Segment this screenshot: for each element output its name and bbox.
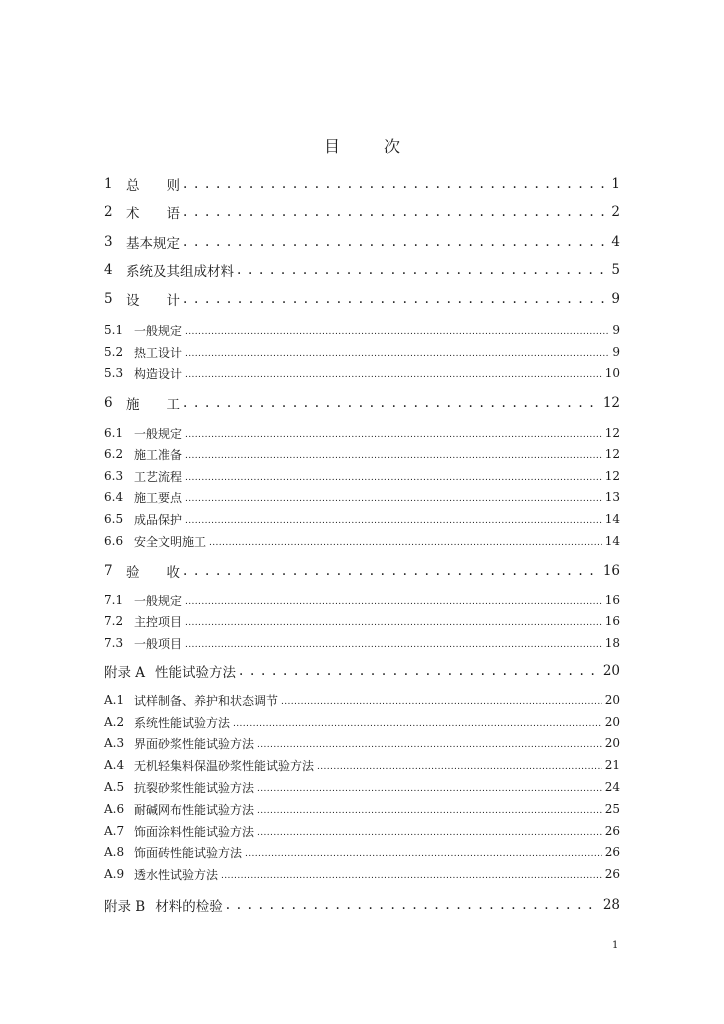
toc-leader-dots xyxy=(183,176,608,192)
toc-entry-number: A.4 xyxy=(104,758,125,772)
toc-leader-dots xyxy=(221,867,602,881)
toc-entry-label: 透水性试验方法 xyxy=(134,867,219,882)
toc-entry[interactable] xyxy=(104,777,620,797)
toc-entry-label: 一般规定 xyxy=(134,426,183,441)
toc-entry-number: A.5 xyxy=(104,780,125,794)
toc-entry-number: 5.1 xyxy=(104,323,124,337)
toc-leader-dots xyxy=(281,693,602,707)
toc-entry-label: 抗裂砂浆性能试验方法 xyxy=(134,780,255,795)
toc-entry-page: 20 xyxy=(602,663,620,679)
toc-entry[interactable] xyxy=(104,509,620,529)
toc-entry-label: 材料的检验 xyxy=(155,899,223,915)
toc-entry-page: 16 xyxy=(604,593,620,607)
toc-leader-dots xyxy=(183,234,608,250)
toc-entry-page: 12 xyxy=(602,395,620,411)
toc-entry-label: 界面砂浆性能试验方法 xyxy=(134,736,255,751)
toc-entry[interactable] xyxy=(104,487,620,507)
toc-entry-number: A.2 xyxy=(104,715,125,729)
toc-entry-label: 试样制备、养护和状态调节 xyxy=(134,693,279,708)
toc-entry-number: 7.1 xyxy=(104,593,124,607)
toc-entry[interactable] xyxy=(104,842,620,862)
toc-entry[interactable] xyxy=(104,611,620,631)
toc-entry-number: 6 xyxy=(104,395,113,411)
toc-entry-page: 9 xyxy=(612,345,620,359)
toc-entry-page: 5 xyxy=(611,262,620,278)
toc-entry-page: 16 xyxy=(604,614,620,628)
toc-entry-label: 验 收 xyxy=(126,565,180,581)
toc-entry-page: 9 xyxy=(612,323,620,337)
toc-entry-number: 2 xyxy=(104,204,113,220)
toc-leader-dots xyxy=(185,593,602,607)
toc-entry-number: 7.2 xyxy=(104,614,124,628)
toc-entry-page: 4 xyxy=(611,234,620,250)
toc-entry-label: 工艺流程 xyxy=(134,469,183,484)
toc-entry-number: 7 xyxy=(104,563,113,579)
toc-entry-page: 10 xyxy=(604,366,620,380)
toc-entry[interactable] xyxy=(104,531,620,551)
toc-entry-page: 25 xyxy=(604,802,620,816)
toc-entry-number: A.9 xyxy=(104,867,125,881)
toc-entry-page: 24 xyxy=(604,780,620,794)
toc-leader-dots xyxy=(185,512,602,526)
toc-entry-label: 主控项目 xyxy=(134,614,183,629)
toc-leader-dots xyxy=(185,469,602,483)
toc-entry[interactable] xyxy=(104,202,620,222)
toc-leader-dots xyxy=(185,345,609,359)
toc-entry-label: 术 语 xyxy=(126,206,180,222)
toc-entry-page: 26 xyxy=(604,845,620,859)
toc-entry-number: A.7 xyxy=(104,824,125,838)
toc-entry[interactable] xyxy=(104,260,620,280)
toc-entry-page: 20 xyxy=(604,736,620,750)
toc-entry[interactable] xyxy=(104,423,620,443)
toc-entry-page: 26 xyxy=(604,867,620,881)
toc-entry[interactable] xyxy=(104,561,620,581)
toc-entry-page: 18 xyxy=(604,636,620,650)
toc-entry-number: 附录 B xyxy=(104,899,146,915)
toc-entry-number: 附录 A xyxy=(104,665,146,681)
toc-entry[interactable] xyxy=(104,320,620,340)
toc-entry-page: 2 xyxy=(611,204,620,220)
toc-entry-page: 13 xyxy=(604,490,620,504)
toc-entry-label: 施 工 xyxy=(126,397,180,413)
toc-leader-dots xyxy=(257,736,602,750)
toc-entry[interactable] xyxy=(104,363,620,383)
toc-entry[interactable] xyxy=(104,661,620,681)
toc-entry-number: 6.3 xyxy=(104,469,124,483)
toc-entry[interactable] xyxy=(104,712,620,732)
toc-entry-page: 12 xyxy=(604,447,620,461)
toc-entry-number: 6.2 xyxy=(104,447,124,461)
toc-entry[interactable] xyxy=(104,895,620,915)
toc-leader-dots xyxy=(183,291,608,307)
toc-entry-page: 14 xyxy=(604,512,620,526)
toc-entry-number: 3 xyxy=(104,234,113,250)
toc-entry-page: 20 xyxy=(604,715,620,729)
toc-title: 目 次 xyxy=(323,137,414,156)
toc-entry-label: 饰面砖性能试验方法 xyxy=(134,845,243,860)
page-number: 1 xyxy=(612,940,619,951)
toc-entry-label: 耐碱网布性能试验方法 xyxy=(134,802,255,817)
toc-entry[interactable] xyxy=(104,690,620,710)
toc-entry[interactable] xyxy=(104,633,620,653)
toc-entry-label: 总 则 xyxy=(126,178,180,194)
toc-entry-label: 设 计 xyxy=(126,293,180,309)
toc-leader-dots xyxy=(239,663,600,679)
toc-leader-dots xyxy=(257,824,602,838)
toc-entry[interactable] xyxy=(104,289,620,309)
toc-leader-dots xyxy=(209,534,602,548)
toc-leader-dots xyxy=(233,715,602,729)
toc-entry-label: 无机轻集料保温砂浆性能试验方法 xyxy=(134,758,315,773)
toc-entry-label: 热工设计 xyxy=(134,345,183,360)
toc-leader-dots xyxy=(257,802,602,816)
toc-entry-number: 7.3 xyxy=(104,636,124,650)
toc-leader-dots xyxy=(185,636,602,650)
toc-entry-label: 性能试验方法 xyxy=(155,665,237,681)
toc-entry-number: 5.3 xyxy=(104,366,124,380)
toc-entry-page: 28 xyxy=(602,897,620,913)
toc-entry[interactable] xyxy=(104,590,620,610)
toc-entry-number: 1 xyxy=(104,176,113,192)
toc-entry-label: 一般项目 xyxy=(134,636,183,651)
toc-leader-dots xyxy=(183,204,608,220)
toc-entry[interactable] xyxy=(104,755,620,775)
toc-entry[interactable] xyxy=(104,466,620,486)
toc-entry-label: 构造设计 xyxy=(134,366,183,381)
toc-entry-number: 6.1 xyxy=(104,426,124,440)
toc-entry[interactable] xyxy=(104,444,620,464)
toc-entry-number: 6.4 xyxy=(104,490,124,504)
toc-leader-dots xyxy=(183,395,600,411)
toc-entry-number: 6.6 xyxy=(104,534,124,548)
toc-entry[interactable] xyxy=(104,342,620,362)
toc-entry-label: 施工要点 xyxy=(134,490,183,505)
toc-leader-dots xyxy=(185,366,602,380)
toc-entry[interactable] xyxy=(104,232,620,252)
toc-entry[interactable] xyxy=(104,821,620,841)
toc-entry[interactable] xyxy=(104,733,620,753)
toc-leader-dots xyxy=(226,897,600,913)
toc-leader-dots xyxy=(185,426,602,440)
toc-entry-page: 14 xyxy=(604,534,620,548)
toc-entry[interactable] xyxy=(104,174,620,194)
toc-leader-dots xyxy=(185,614,602,628)
toc-entry-number: 6.5 xyxy=(104,512,124,526)
toc-entry-number: A.6 xyxy=(104,802,125,816)
toc-entry-number: 4 xyxy=(104,262,113,278)
toc-entry-label: 系统及其组成材料 xyxy=(126,264,234,280)
toc-entry-number: A.1 xyxy=(104,693,125,707)
toc-entry-label: 一般规定 xyxy=(134,323,183,338)
toc-leader-dots xyxy=(185,323,609,337)
toc-entry-page: 12 xyxy=(604,469,620,483)
toc-entry-page: 26 xyxy=(604,824,620,838)
toc-entry[interactable] xyxy=(104,393,620,413)
toc-entry-label: 安全文明施工 xyxy=(134,534,207,549)
toc-entry-label: 系统性能试验方法 xyxy=(134,715,231,730)
toc-entry-number: 5.2 xyxy=(104,345,124,359)
toc-entry-number: 5 xyxy=(104,291,113,307)
toc-leader-dots xyxy=(185,447,602,461)
toc-leader-dots xyxy=(183,563,600,579)
toc-entry-label: 基本规定 xyxy=(126,236,180,252)
toc-leader-dots xyxy=(185,490,602,504)
toc-entry-page: 9 xyxy=(611,291,620,307)
toc-entry-page: 20 xyxy=(604,693,620,707)
toc-leader-dots xyxy=(237,262,608,278)
toc-entry-label: 成品保护 xyxy=(134,512,183,527)
toc-entry[interactable] xyxy=(104,799,620,819)
toc-entry-page: 1 xyxy=(611,176,620,192)
toc-entry-number: A.3 xyxy=(104,736,125,750)
toc-entry[interactable] xyxy=(104,864,620,884)
toc-entry-page: 21 xyxy=(604,758,620,772)
toc-entry-label: 饰面涂料性能试验方法 xyxy=(134,824,255,839)
toc-entry-label: 施工准备 xyxy=(134,447,183,462)
toc-entry-page: 12 xyxy=(604,426,620,440)
toc-entry-label: 一般规定 xyxy=(134,593,183,608)
toc-entry-page: 16 xyxy=(602,563,620,579)
toc-leader-dots xyxy=(257,780,602,794)
toc-leader-dots xyxy=(245,845,602,859)
toc-entry-number: A.8 xyxy=(104,845,125,859)
toc-leader-dots xyxy=(317,758,602,772)
